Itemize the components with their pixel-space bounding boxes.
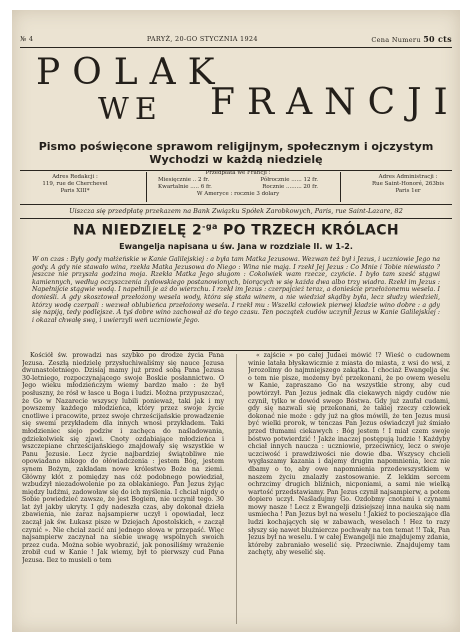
price-america: W Ameryce : rocznie 3 dolary (196, 191, 280, 197)
masthead-word-francji: FRANCJI (210, 82, 460, 123)
editorial-label: Adres Redakcji : (52, 174, 98, 180)
subscription-row-2 (158, 184, 318, 191)
subtitle (20, 140, 452, 166)
headline-sup: -ga (202, 222, 218, 231)
headline (20, 222, 452, 239)
headline-part-1: NA NIEDZIELĘ 2 (72, 222, 203, 239)
header-line (20, 32, 452, 46)
price-yearly: Rocznie ......... 20 fr. (262, 184, 318, 190)
info-divider-right (340, 172, 341, 202)
editorial-city: Paris XIII* (60, 188, 90, 194)
article-paragraph-left: Kościół św. prowadzi nas szybko po drodze życia Pana Jezusa. Zeszłą niedzielę przysłuchiwaliśmy się nauce Jezusa dwunastoletniego. Dzisiaj mamy już przed sobą Pana Jezusa 30-letniego, rozpoczynającego swoje Boskie posłannictwo. O Jego wieku młodzieńczym wiemy bardzo mało : że był posłuszny, że rósł w łasce u Boga i ludzi. Można przypuszczać, że Go w Nazarecie wszyscy lubili ponieważ, taki jak i my powszemy każdego młodzieńca, który przez swoje życie cnotliwe i pracowite, przez swoje chrześcijańskie prowadzenie się swemi przykładem dla innych wnosi przykładem. Taki młodzieniec siejo podziw i zachęca do naśladowania, gdziekolwiek się zjawi. Cnoty ozdabiające młodzieńca i wszczepiane chrześcijańskiego znajdowały się wszystkie w Panu Jezusie. Lecz życie najbardziej świątobliwe nie opowiadano nikogo do ołówiadczenia : jestem Bóg, jestem synem Bożym, zakładam nowe królestwo Boże na ziemi. Główny kłót z pomiędzy nas cóż podobnego powiedział, wzbudzył niezadowolenie po za oblakaniego. Pan Jezus żyjąc między ludźmi, zadowoław się do ich myślenia. I chciał nigdy o Sobie powiedzieć zawsze, że jest Bogiem, nie uczynił tego. 30 lat żył jakby ukryty. I gdy nadeszła czas, aby dokonał dzieła zbawienia, nie zaraz najsampierw uczył i opowiadał, lecz zaczął jak św. Łukasz pisze w Dziejach Apostolskich, « zaczął czynić ». Nie chciał zacić ani jednego słowa w przepaść. Więc najsampierw zaczynał na siebie uwagę wspólnych swoich przez cuda. Można sobie wyobrazić, jak ponosiliśmy wrażenie zrobił cud w Kanie ! Jak wiemy, był to pierwszy cud Pana Jezusa. Ilez to musieli o tem (22, 352, 224, 565)
section-rule (132, 350, 340, 351)
editorial-address-block (30, 174, 120, 195)
newspaper-page (12, 10, 460, 632)
column-divider (236, 354, 237, 624)
price-halfyear: Półrocznie ...... 12 fr. (260, 177, 318, 183)
gospel-text: W on czas : Były gody małżeńskie w Kanie Galilejskiej : a była tam Matka Jezusowa. Wezwan też był i Jezus, i uczniowie Jego na gody. A gdy nie stawało wina, rzekła Matka Jezusowa do Niego : Wina nie mają. I rzekł Jej Jezus : Co Mnie i Tobie niewiasto ? jeszcze nie przyszła godzina moja. Rzekła Matka Jego sługom : Cokolwiek wam rzecze, czyńcie. I było tam sześć stągwi kamiennych, według oczyszczenia żydowskiego postanowionych, biorących w się każda dwa albo trzy wiadra. Rzekł im Jezus : Napełnijcie stągwie wodą. I napełnili je aż do wierzchu. I rzekł im Jezus : czerpajcież teraz, a donieście przełożonemu wesela. I donieśli. A gdy skosztował przełożony wesela wody, która się stała winem, a nie wiedział skądby była, lecz słudzy wiedzieli, którzy wodę czerpali : wezwał oblubieńca przełożony wesela. I rzekł mu : Wszelki człowiek pierwej kładzie wino dobre : a gdy się napiją, tedy podlejsze. A tyś dobre wino zachował aż do tego czasu. Ten początek cudów uczynił Jezus w Kanie Galilejskiej : i okazał chwałę swą, i uwierzyli weń uczniowie Jego. (32, 256, 440, 324)
admin-address: Rue Saint-Honoré, 263bis (371, 181, 445, 187)
place-date: PARYŻ, 20-GO STYCZNIA 1924 (146, 35, 258, 43)
issue-number: № 4 (20, 35, 34, 43)
masthead-word-polak: POLAK (36, 52, 227, 93)
subtitle-line-2: Wychodzi w każdą niedzielę (149, 153, 323, 166)
subscription-label: Przedpłata we Francji : (205, 170, 271, 176)
subscription-block (158, 170, 318, 198)
masthead-word-we: WE (98, 92, 163, 127)
headline-part-2: PO TRZECH KRÓLACH (217, 222, 400, 239)
price-value: 50 cts (423, 34, 452, 44)
subtitle-line-1: Pismo poświęcone sprawom religijnym, społecznym i ojczystym (38, 140, 434, 153)
editorial-address: 119, rue de Cherchevel (42, 181, 108, 187)
price-label: Cena Numeru (371, 36, 421, 44)
price (371, 34, 452, 44)
subscription-row-1 (158, 177, 318, 184)
notice-rule (20, 218, 452, 219)
header-rule (20, 47, 452, 48)
admin-label: Adres Administracji : (378, 174, 438, 180)
info-bar (20, 170, 452, 204)
info-divider-left (146, 172, 147, 202)
masthead (20, 52, 460, 127)
article-column-right (248, 352, 450, 626)
admin-address-block (360, 174, 456, 195)
admin-city: Paris 1er (395, 188, 421, 194)
payment-notice: Uiszcza się przedpłatę przekazem na Bank Związku Spółek Zarobkowych, Paris, rue Saint-Lazare, 82 (69, 207, 403, 215)
gospel-reference: Ewangelja napisana u św. Jana w rozdziale II. w 1-2. (119, 242, 353, 251)
article-paragraph-right: « zajście » po całej Judaei mówić !? Wieść o cudownem winie latała błyskawicznie z miasta do miasta, z wsi do wsi, z Jerozolimy do najmniejszego zakątka. I chociaż Ewangelja św. o tem nie pisze, możemy być przekonani, że po owem weselu w Kanie, zapraszano Go na wszystkie strony, aby cud powtórzył. Pan Jezus jednak dla ciekawych nigdy cudów nie czynił, tylko w dowód swego Bóstwa. Gdy już zaufał cudami, gdy się nazwali się przekonani, że takiej rzeczy człowiek dokonać nie może : gdy już na głos mówili, że ten Jezus musi być wielki prorok, w tenczas Pan Jezus oświadczył już śmiało przed tłumami ciekawych : Bóg jestem ! I miał czem swoje bóstwo potwierdzić ! Jakże inaczej postępują ludzie ! Każdyby chciał innych naucza : uczniowie, przeciwnicy, lecz o swoje uczciwość i prawdziwości nie dowie dba. Wszyscy chcieli wygłaszamy kazania i dajemy drugim napomnienia, lecz nie dbamy o to, aby owe napomnienia przedewszystkiem w naszem życiu znalazły zastosowanie. Z lekkim sercem ochrzcimy drugich bliźnich, nicponiami, a sami nie wielką wartość przedstawiamy. Pan Jezus czynił najsampierw, a potem dopiero uczył. Naśladujmy Go. Ozdobmy cnotami i czynami mowy nasze ! Lecz z Ewangelji dzisiejszej inna nauka się nam usmiecha ! Pan Jezus był na weselu ! Jakieź to pocieszające dla ludzi kochających się w zabawach, weselach ! Hez to razy słyszy się nawet bluźniercze pochwały na ten temat !! Tak, Pan Jezus był na weselu. I w całej Ewangelji nie znajdujemy zdania, któreby zabraniało weselić się. Przeciwnie. Znajdujemy tam zachęty, aby weselić się. (248, 352, 450, 557)
price-quarterly: Kwartalnie ..... 6 fr. (158, 184, 212, 190)
price-monthly: Miesięcznie .. 2 fr. (158, 177, 210, 183)
article-column-left (22, 352, 224, 626)
